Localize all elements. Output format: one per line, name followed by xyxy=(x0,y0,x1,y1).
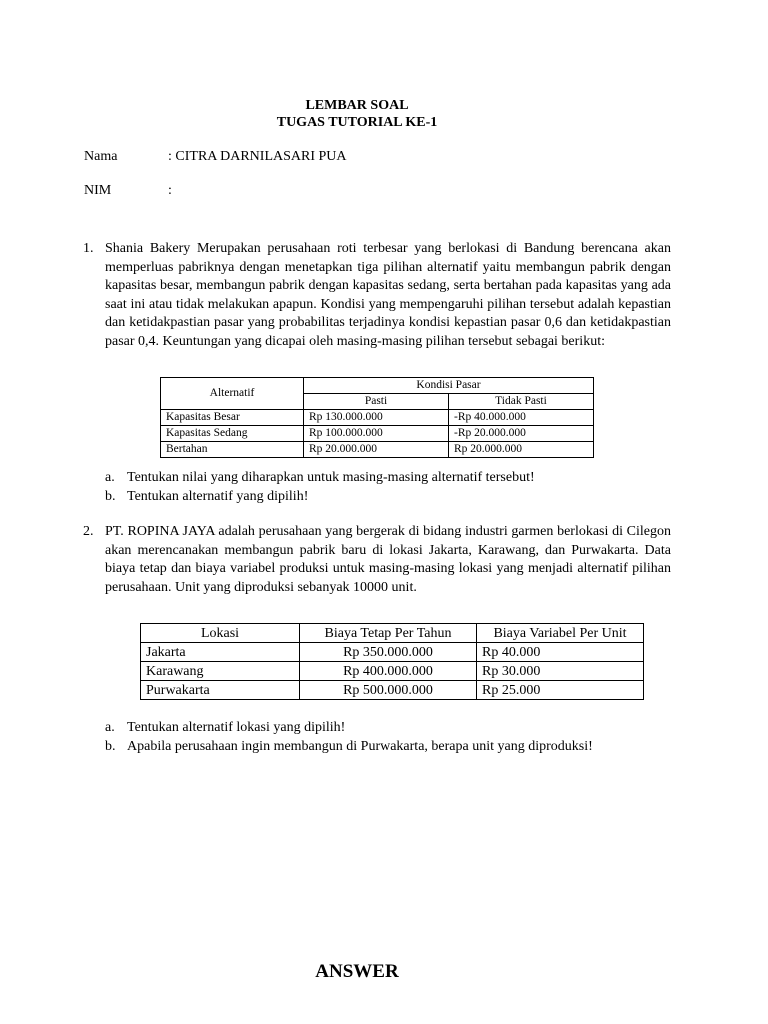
header-lokasi: Lokasi xyxy=(141,624,300,643)
list-marker: b. xyxy=(105,738,116,754)
header-biaya-variabel: Biaya Variabel Per Unit xyxy=(477,624,644,643)
table-header-row xyxy=(141,624,644,643)
cell-biaya-variabel: Rp 30.000 xyxy=(477,662,644,681)
cell-pasti: Rp 130.000.000 xyxy=(304,410,449,426)
cell-alternatif: Kapasitas Sedang xyxy=(161,426,304,442)
name-label: Nama xyxy=(84,149,118,164)
cell-biaya-tetap: Rp 400.000.000 xyxy=(300,662,477,681)
list-text: Apabila perusahaan ingin membangun di Purwakarta, berapa unit yang diproduksi! xyxy=(127,738,593,754)
table-row xyxy=(161,426,594,442)
table-header-row xyxy=(161,378,594,394)
question-1-subquestions xyxy=(105,469,535,506)
header-tidak-pasti: Tidak Pasti xyxy=(449,394,594,410)
question-1-number: 1. xyxy=(83,241,94,256)
header-biaya-tetap: Biaya Tetap Per Tahun xyxy=(300,624,477,643)
cell-pasti: Rp 20.000.000 xyxy=(304,442,449,458)
cell-tidak-pasti: Rp 20.000.000 xyxy=(449,442,594,458)
list-item xyxy=(105,719,593,738)
header-pasti: Pasti xyxy=(304,394,449,410)
cell-lokasi: Purwakarta xyxy=(141,681,300,700)
table-row xyxy=(141,643,644,662)
profit-table xyxy=(160,377,594,458)
table-row xyxy=(141,681,644,700)
list-item xyxy=(105,469,535,488)
table-row xyxy=(141,662,644,681)
nim-value: : xyxy=(168,183,172,198)
question-2-text: PT. ROPINA JAYA adalah perusahaan yang bergerak di bidang industri garmen berlokasi di Cilegon akan merencanakan membangun pabrik baru di lokasi Jakarta, Karawang, dan Purwakarta. Data biaya tetap dan biaya variabel produksi untuk masing-masing lokasi yang menjadi alternatif pilihan perusahaan. Unit yang diproduksi sebanyak 10000 unit. xyxy=(105,524,671,595)
cell-biaya-variabel: Rp 25.000 xyxy=(477,681,644,700)
cell-biaya-tetap: Rp 350.000.000 xyxy=(300,643,477,662)
cell-lokasi: Jakarta xyxy=(141,643,300,662)
table-row xyxy=(161,410,594,426)
question-2-subquestions xyxy=(105,719,593,756)
cell-lokasi: Karawang xyxy=(141,662,300,681)
list-marker: a. xyxy=(105,470,115,485)
question-2-number: 2. xyxy=(83,524,94,539)
cell-tidak-pasti: -Rp 40.000.000 xyxy=(449,410,594,426)
document-title: LEMBAR SOAL xyxy=(305,98,409,113)
header-alternatif: Alternatif xyxy=(161,378,304,410)
cell-biaya-variabel: Rp 40.000 xyxy=(477,643,644,662)
list-text: Tentukan alternatif lokasi yang dipilih! xyxy=(127,720,346,735)
list-marker: b. xyxy=(105,488,116,504)
cell-biaya-tetap: Rp 500.000.000 xyxy=(300,681,477,700)
nim-field xyxy=(84,182,172,200)
cell-pasti: Rp 100.000.000 xyxy=(304,426,449,442)
name-value: : CITRA DARNILASARI PUA xyxy=(168,149,347,164)
list-marker: a. xyxy=(105,720,115,735)
header-kondisi-pasar: Kondisi Pasar xyxy=(304,378,594,394)
answer-heading: ANSWER xyxy=(315,961,399,982)
cell-alternatif: Bertahan xyxy=(161,442,304,458)
name-field xyxy=(84,148,347,166)
table-row xyxy=(161,442,594,458)
cell-tidak-pasti: -Rp 20.000.000 xyxy=(449,426,594,442)
cost-table xyxy=(140,623,644,700)
list-item xyxy=(105,488,535,507)
question-1-text: Shania Bakery Merupakan perusahaan roti terbesar yang berlokasi di Bandung berencana akan memperluas pabriknya dengan menetapkan tiga pilihan alternatif yaitu membangun pabrik dengan kapasitas besar, membangun pabrik dengan kapasitas sedang, serta bertahan pada kapasitas yang ada saat ini atau tidak melakukan apapun. Kondisi yang mempengaruhi pilihan tersebut adalah kepastian dan ketidakpastian pasar yang probabilitas terjadinya kondisi kepastian pasar 0,6 dan ketidakpastian pasar 0,4. Keuntungan yang dicapai oleh masing-masing pilihan tersebut sebagai berikut: xyxy=(105,241,671,349)
list-text: Tentukan nilai yang diharapkan untuk masing-masing alternatif tersebut! xyxy=(127,470,535,485)
list-item xyxy=(105,738,593,757)
nim-label: NIM xyxy=(84,183,112,198)
cell-alternatif: Kapasitas Besar xyxy=(161,410,304,426)
list-text: Tentukan alternatif yang dipilih! xyxy=(127,488,309,504)
document-subtitle: TUGAS TUTORIAL KE-1 xyxy=(276,115,438,130)
